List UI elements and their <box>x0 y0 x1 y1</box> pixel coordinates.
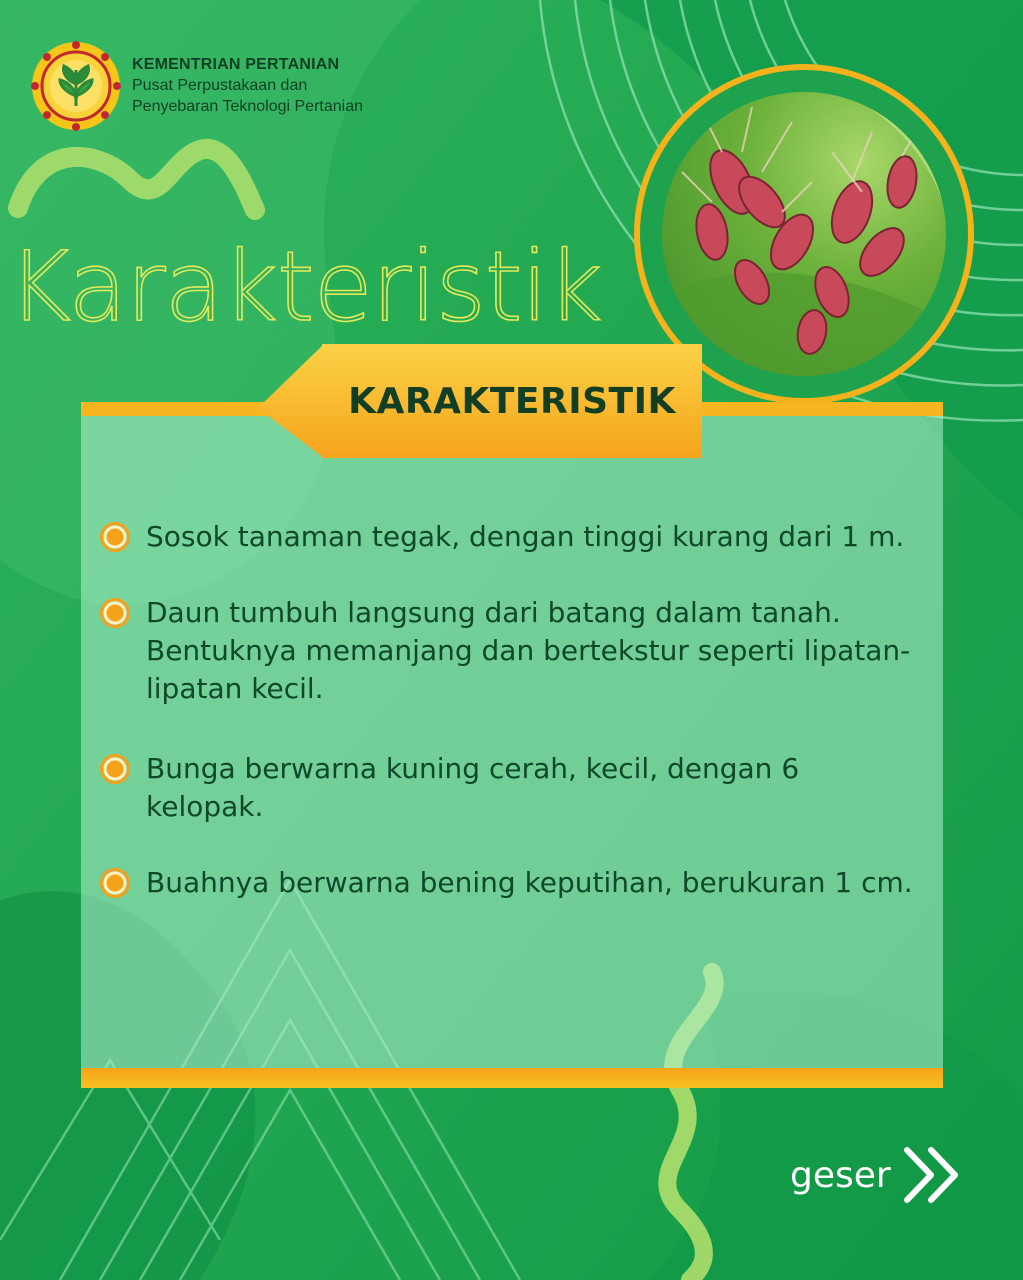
org-heading <box>132 54 363 117</box>
org-name: KEMENTRIAN PERTANIAN <box>132 56 340 73</box>
ribbon-arrow <box>258 344 324 458</box>
kementan-logo-icon <box>30 40 122 132</box>
list-item-text: Sosok tanaman tegak, dengan tinggi kurang dari 1 m. <box>146 520 905 553</box>
list-item <box>98 594 918 708</box>
shallot-plants-photo <box>662 92 946 376</box>
panel-bottom-bar <box>81 1068 943 1088</box>
list-item <box>98 518 918 556</box>
section-ribbon <box>322 344 702 458</box>
list-item <box>98 750 918 826</box>
list-item-text: Buahnya berwarna bening keputihan, berukuran 1 cm. <box>146 866 913 899</box>
org-unit-line-2: Penyebaran Teknologi Pertanian <box>132 98 363 115</box>
bullet-icon <box>100 522 130 552</box>
bullet-icon <box>100 868 130 898</box>
section-title: KARAKTERISTIK <box>348 380 676 422</box>
outline-title: Karakteristik <box>8 231 602 343</box>
bullet-icon <box>100 598 130 628</box>
bullet-icon <box>100 754 130 784</box>
characteristics-list <box>98 518 918 940</box>
list-item <box>98 864 918 902</box>
next-slide-label: geser <box>790 1154 891 1196</box>
org-unit-line-1: Pusat Perpustakaan dan <box>132 77 308 94</box>
list-item-text: Daun tumbuh langsung dari batang dalam tanah. Bentuknya memanjang dan bertekstur seperti lipatan-lipatan kecil. <box>146 596 911 705</box>
next-slide-button[interactable] <box>790 1146 963 1204</box>
shallot-illustration <box>662 92 946 376</box>
list-item-text: Bunga berwarna kuning cerah, kecil, dengan 6 kelopak. <box>146 752 800 823</box>
double-chevron-right-icon <box>901 1146 963 1204</box>
